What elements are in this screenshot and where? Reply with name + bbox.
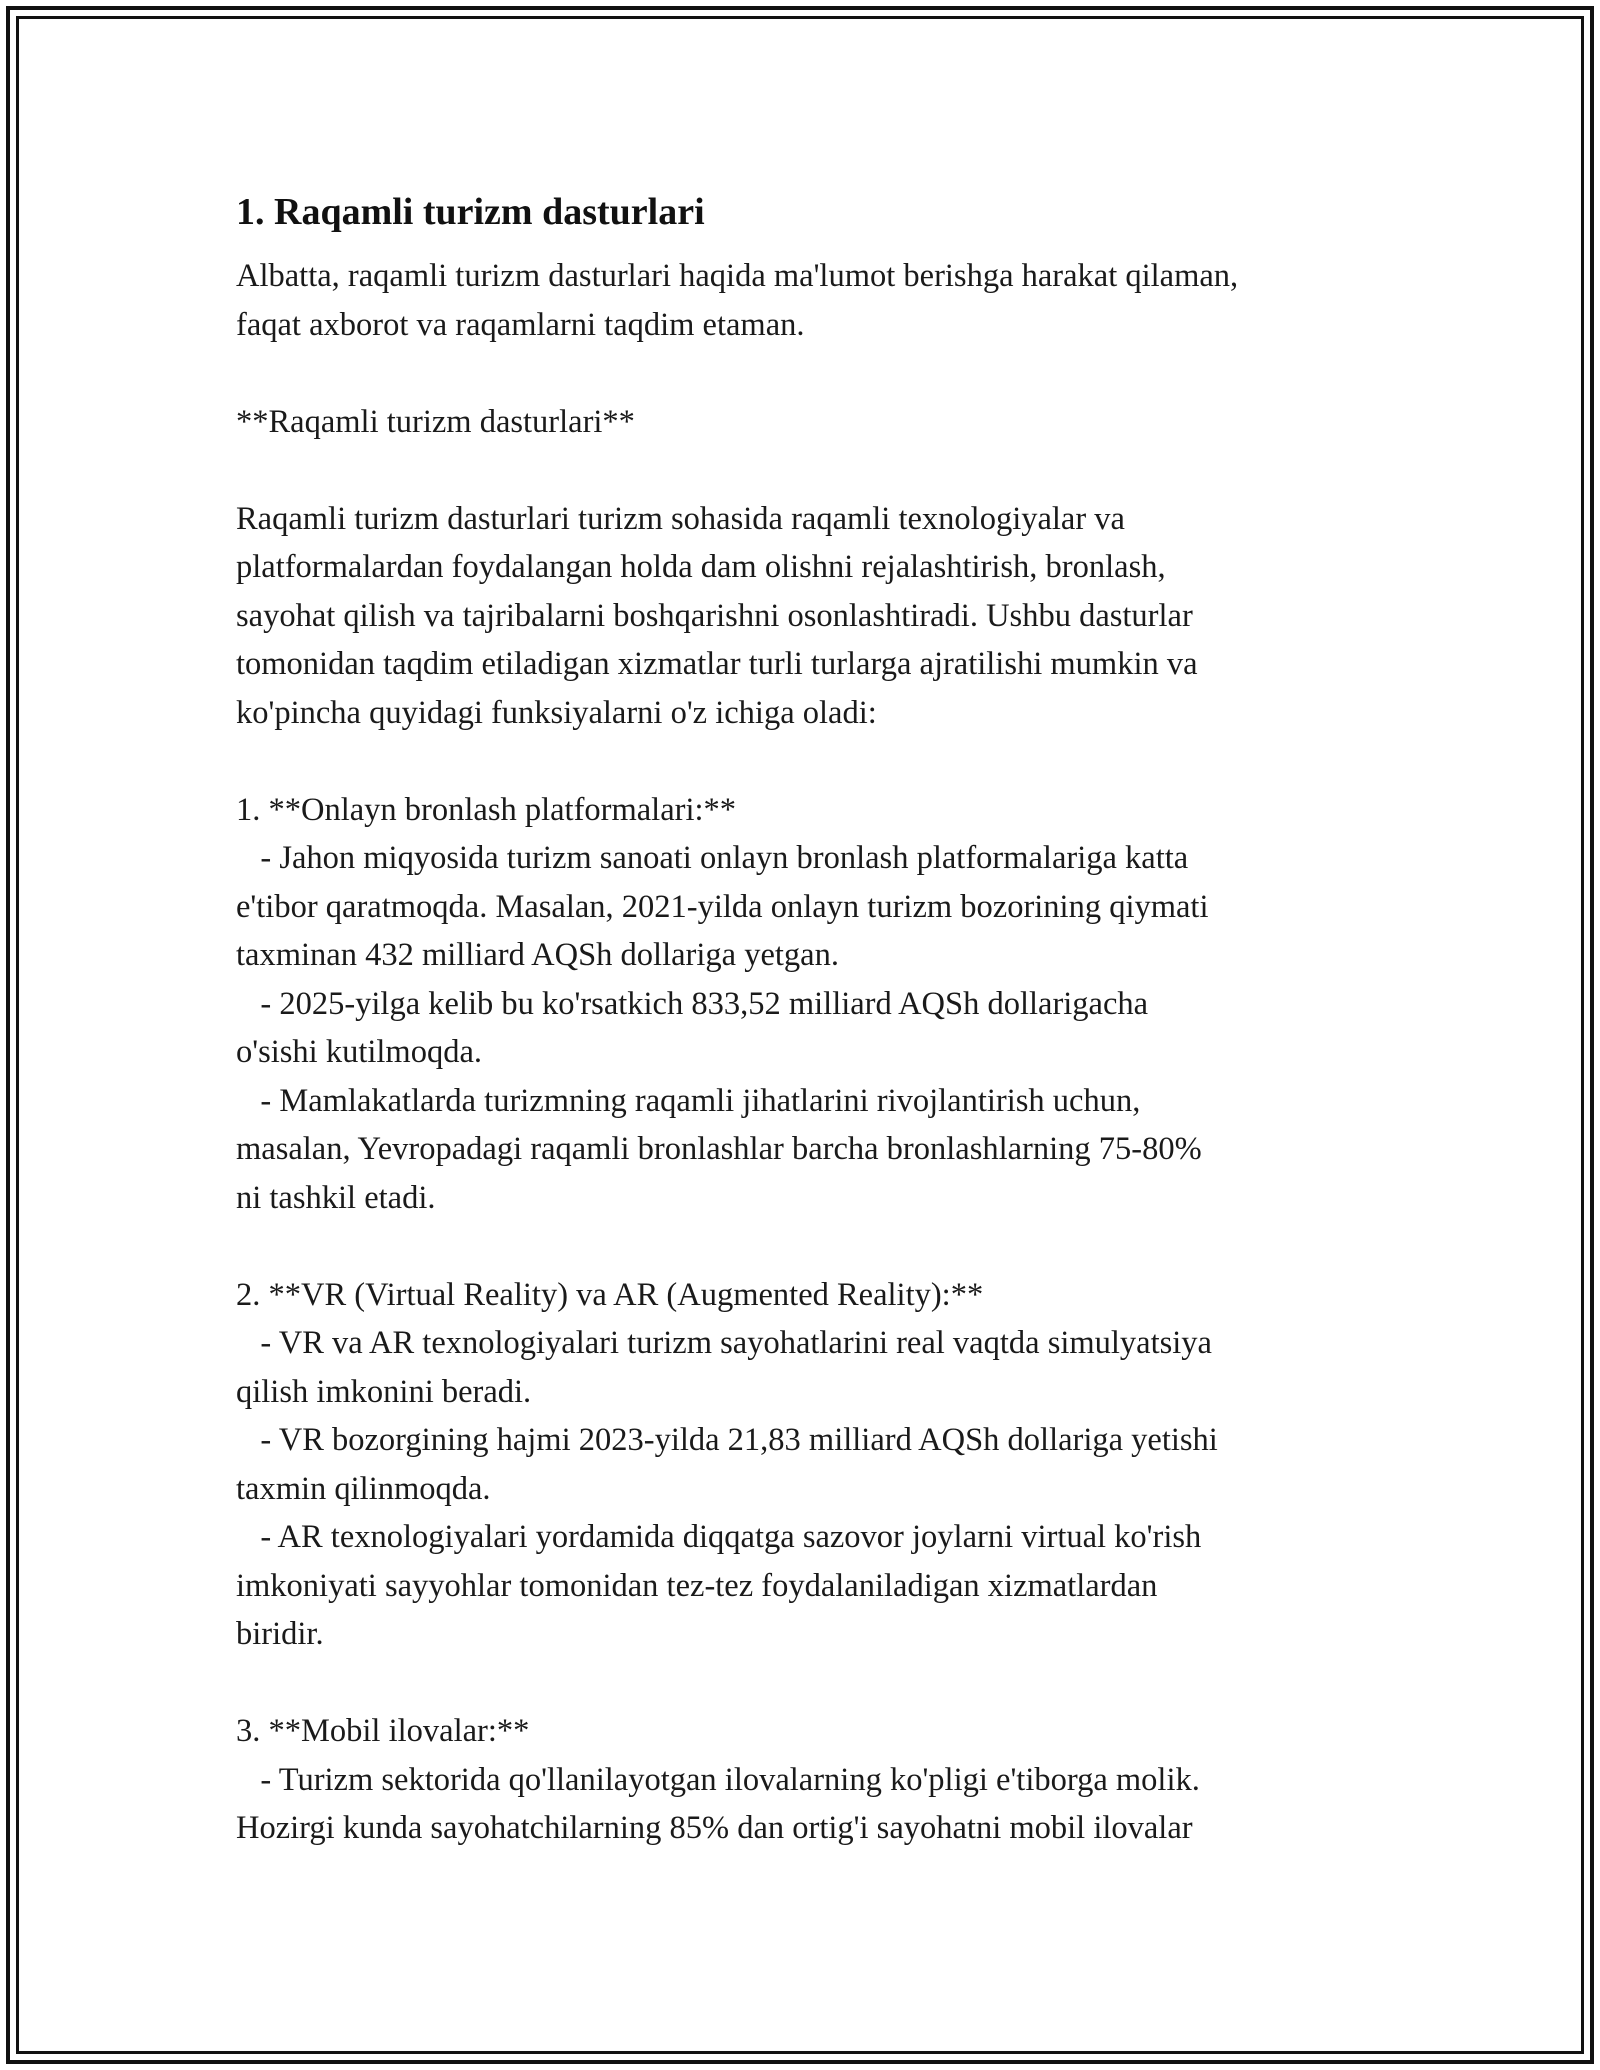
document-body (236, 186, 1366, 1853)
document-title: 1. Raqamli turizm dasturlari (236, 191, 705, 233)
bullet-item: - 2025-yilga kelib bu ko'rsatkich 833,52 milliard AQSh dollarigacha o'sishi kutilmoqda. (236, 985, 1149, 1070)
bullet-item: - Turizm sektorida qo'llanilayotgan ilovalarning ko'pligi e'tiborga molik. Hozirgi kunda sayohatchilarning 85% dan ortig'i sayohatni mobil ilovalar (236, 1761, 1200, 1846)
bullet-item: - Jahon miqyosida turizm sanoati onlayn bronlash platformalariga katta e'tibor qaratmoqda. Masalan, 2021-yilda onlayn turizm bozorining qiymati taxminan 432 milliard AQSh dollariga yetgan. (236, 840, 1209, 973)
section-vr-ar (236, 1271, 1366, 1659)
section-heading: 1. **Onlayn bronlash platformalari:** (236, 791, 737, 828)
bullet-item: - AR texnologiyalari yordamida diqqatga sazovor joylarni virtual ko'rish imkoniyati sayyohlar tomonidan tez-tez foydalaniladigan xizmatlardan biridir. (236, 1519, 1202, 1652)
bullet-item: - VR va AR texnologiyalari turizm sayohatlarini real vaqtda simulyatsiya qilish imkonini beradi. (236, 1325, 1212, 1410)
spacer (236, 446, 1366, 495)
spacer (236, 1222, 1366, 1271)
subheading: **Raqamli turizm dasturlari** (236, 403, 635, 440)
section-online-booking (236, 786, 1366, 1223)
spacer (236, 1659, 1366, 1708)
description-paragraph: Raqamli turizm dasturlari turizm sohasida raqamli texnologiyalar va platformalardan foydalangan holda dam olishni rejalashtirish, bronlash, sayohat qilish va tajribalarni boshqarishni osonlashtiradi. Ushbu dasturlar tomonidan taqdim etiladigan xizmatlar turli turlarga ajratilishi mumkin va ko'pincha quyidagi funksiyalarni o'z ichiga oladi: (236, 500, 1198, 731)
section-heading: 2. **VR (Virtual Reality) va AR (Augmented Reality):** (236, 1276, 984, 1313)
bullet-item: - VR bozorgining hajmi 2023-yilda 21,83 milliard AQSh dollariga yetishi taxmin qilinmoqda. (236, 1422, 1218, 1507)
intro-paragraph: Albatta, raqamli turizm dasturlari haqida ma'lumot berishga harakat qilaman, faqat axborot va raqamlarni taqdim etaman. (236, 258, 1239, 343)
section-heading: 3. **Mobil ilovalar:** (236, 1713, 530, 1749)
bullet-item: - Mamlakatlarda turizmning raqamli jihatlarini rivojlantirish uchun, masalan, Yevropadagi raqamli bronlashlar barcha bronlashlarning 75-80% ni tashkil etadi. (236, 1082, 1202, 1216)
section-mobile-apps (236, 1707, 1366, 1853)
spacer (236, 349, 1366, 398)
spacer (236, 737, 1366, 786)
